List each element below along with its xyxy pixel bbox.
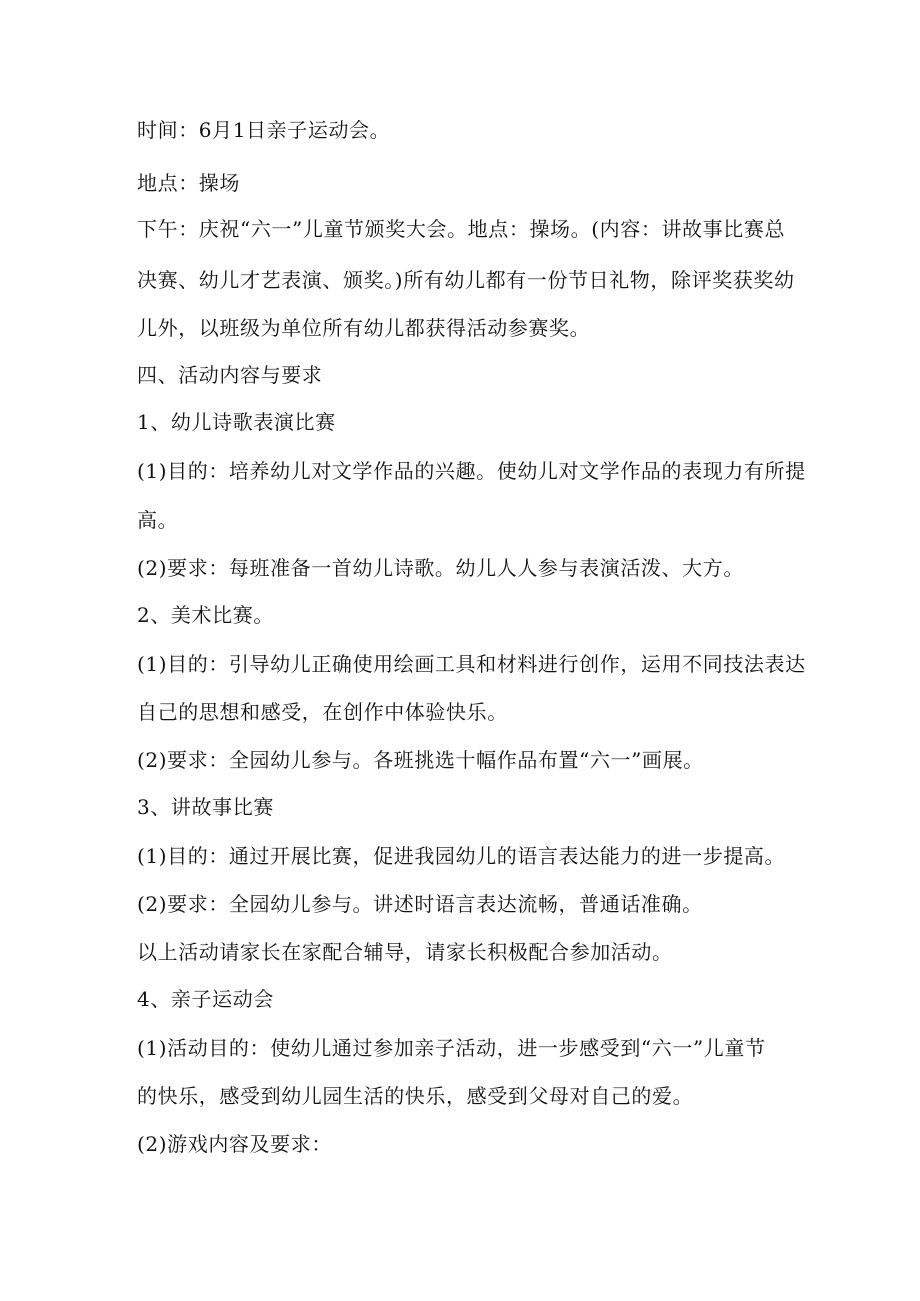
text-line-poetry-goal: (1)目的：培养幼儿对文学作品的兴趣。使幼儿对文学作品的表现力有所提 [137, 459, 806, 483]
section-heading-activities: 四、活动内容与要求 [137, 363, 323, 387]
text-line-art-goal-cont: 自己的思想和感受，在创作中体验快乐。 [137, 700, 508, 724]
item-heading-sports: 4、亲子运动会 [137, 987, 274, 1011]
text-line-parents-note: 以上活动请家长在家配合辅导，请家长积极配合参加活动。 [137, 940, 673, 964]
text-line-sports-goal: (1)活动目的：使幼儿通过参加亲子活动，进一步感受到“六一”儿童节 [137, 1036, 766, 1060]
text-line-location: 地点：操场 [137, 171, 240, 195]
text-line-afternoon-cont-1: 决赛、幼儿才艺表演、颁奖。)所有幼儿都有一份节日礼物，除评奖获奖幼 [137, 268, 795, 292]
text-line-afternoon: 下午：庆祝“六一”儿童节颁奖大会。地点：操场。(内容：讲故事比赛总 [137, 217, 786, 241]
text-line-story-req: (2)要求：全园幼儿参与。讲述时语言表达流畅，普通话准确。 [137, 892, 703, 916]
text-line-sports-goal-cont: 的快乐，感受到幼儿园生活的快乐，感受到父母对自己的爱。 [137, 1084, 694, 1108]
item-heading-story: 3、讲故事比赛 [137, 795, 274, 819]
item-heading-art: 2、美术比赛。 [137, 603, 274, 627]
text-line-art-req: (2)要求：全园幼儿参与。各班挑选十幅作品布置“六一”画展。 [137, 748, 704, 772]
text-line-time: 时间：6月1日亲子运动会。 [137, 118, 391, 142]
text-line-art-goal: (1)目的：引导幼儿正确使用绘画工具和材料进行创作，运用不同技法表达 [137, 652, 806, 676]
text-line-sports-games: (2)游戏内容及要求： [137, 1132, 332, 1156]
text-line-poetry-goal-cont: 高。 [137, 508, 179, 532]
item-heading-poetry: 1、幼儿诗歌表演比赛 [137, 410, 336, 434]
text-line-poetry-req: (2)要求：每班准备一首幼儿诗歌。幼儿人人参与表演活泼、大方。 [137, 556, 744, 580]
text-line-afternoon-cont-2: 儿外，以班级为单位所有幼儿都获得活动参赛奖。 [137, 316, 591, 340]
text-line-story-goal: (1)目的：通过开展比赛，促进我园幼儿的语言表达能力的进一步提高。 [137, 844, 786, 868]
